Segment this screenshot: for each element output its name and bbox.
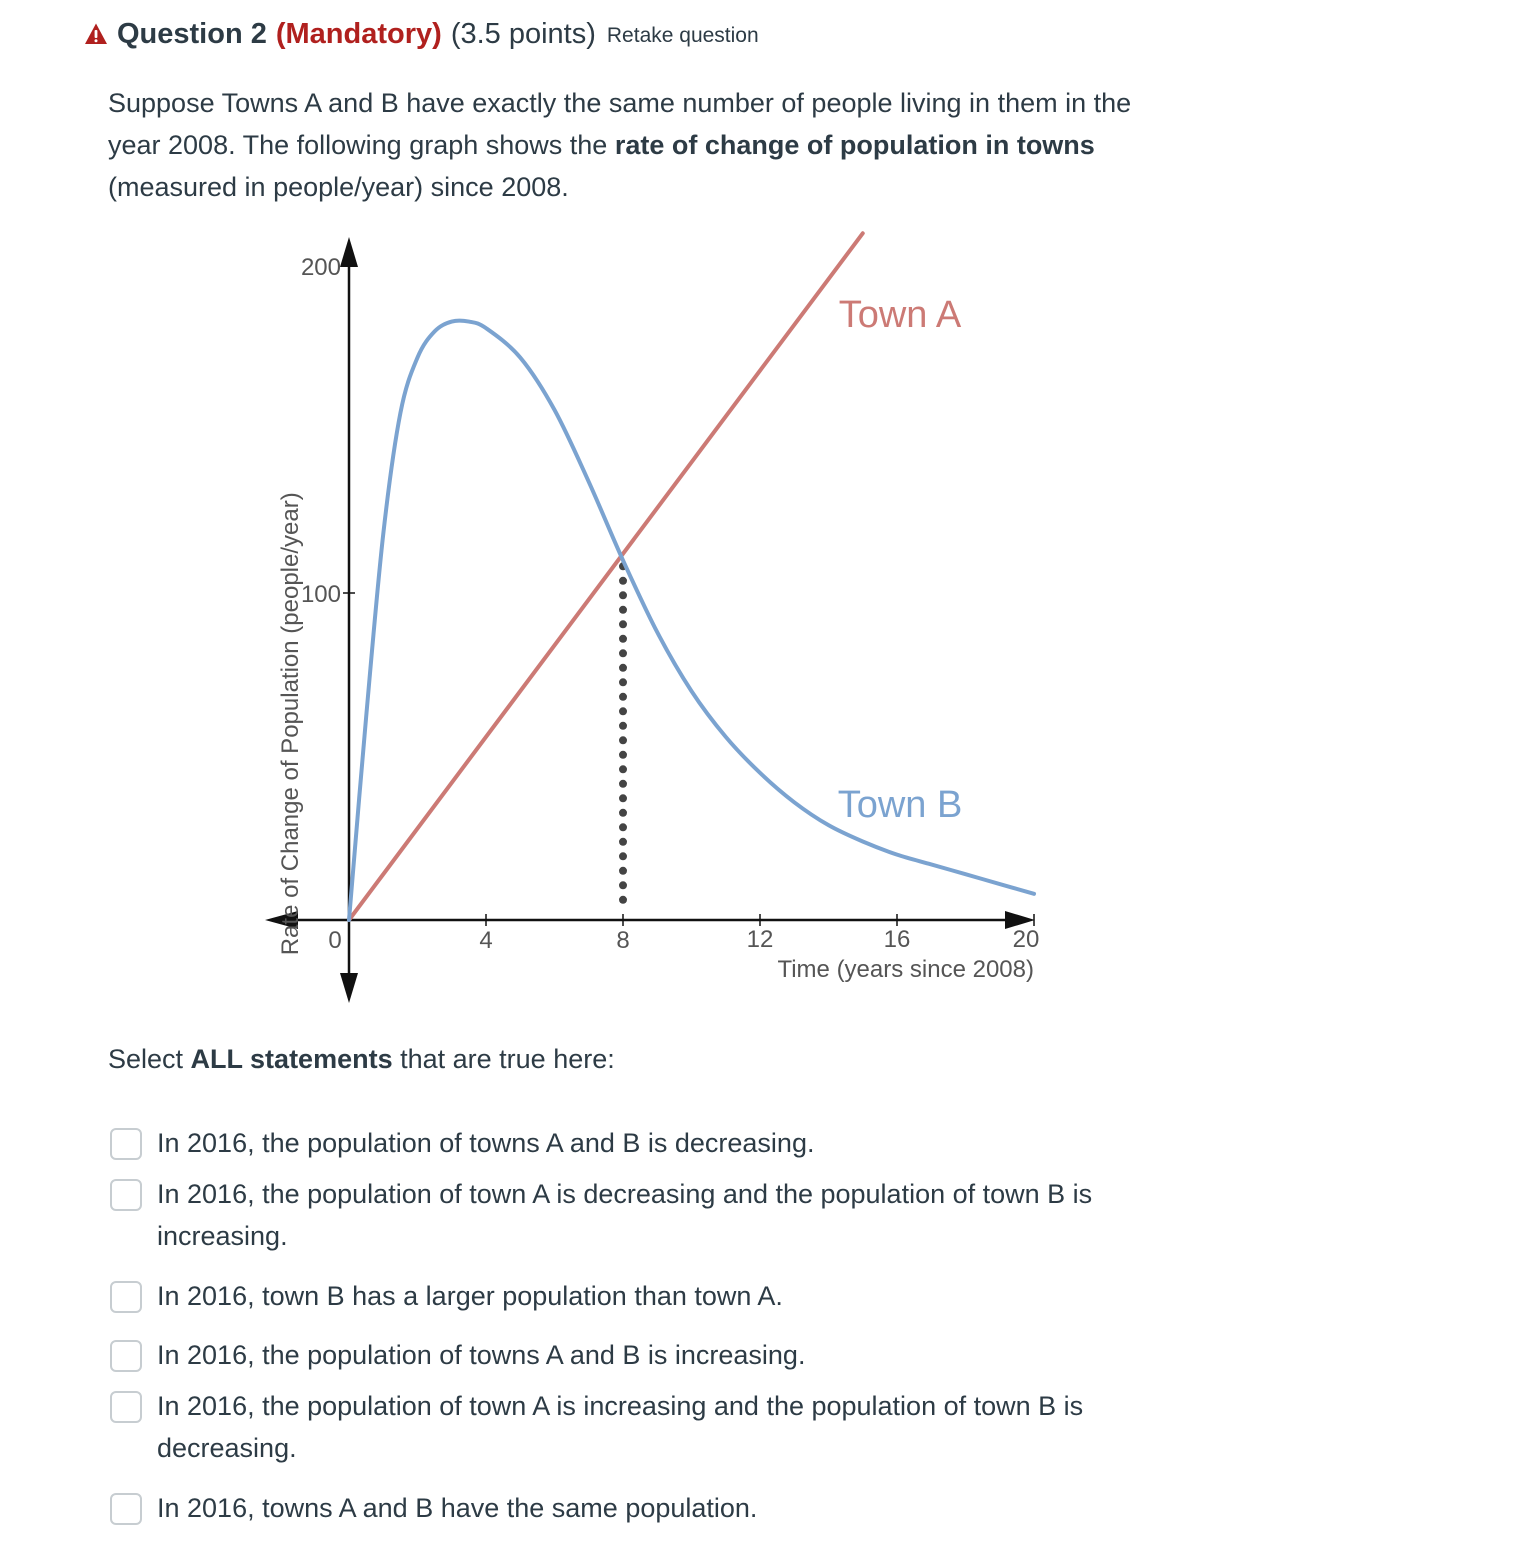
marker-dot xyxy=(619,722,627,730)
x-tick-label-20: 20 xyxy=(1012,926,1040,953)
option-4[interactable] xyxy=(110,1334,1197,1376)
question-text xyxy=(108,82,1188,208)
option-2-checkbox[interactable] xyxy=(110,1179,142,1211)
marker-dot xyxy=(619,606,627,614)
y-axis-top-arrow xyxy=(340,237,358,267)
option-5-label: In 2016, the population of town A is increasing and the population of town B is decreasing. xyxy=(157,1391,1084,1463)
marker-dot xyxy=(619,867,627,875)
option-6-label: In 2016, towns A and B have the same population. xyxy=(157,1493,758,1523)
option-5[interactable] xyxy=(110,1385,1197,1469)
option-2-label: In 2016, the population of town A is decreasing and the population of town B is increasing. xyxy=(157,1179,1093,1251)
x-axis-title: Time (years since 2008) xyxy=(777,956,1034,983)
option-6[interactable] xyxy=(110,1487,1197,1529)
marker-dot xyxy=(619,620,627,628)
x-tick-label-16: 16 xyxy=(883,926,911,953)
select-prompt xyxy=(108,1044,615,1075)
prompt-part2: that are true here: xyxy=(392,1044,615,1074)
marker-dot xyxy=(619,881,627,889)
option-4-checkbox[interactable] xyxy=(110,1340,142,1372)
series-line-town-a xyxy=(349,233,863,920)
series-label-town-b: Town B xyxy=(837,784,963,826)
series-line-town-b xyxy=(349,321,1034,920)
mandatory-label: (Mandatory) xyxy=(275,17,442,50)
marker-dot xyxy=(619,896,627,904)
option-1-checkbox[interactable] xyxy=(110,1128,142,1160)
marker-dot xyxy=(619,707,627,715)
y-tick-label-200: 200 xyxy=(300,254,341,281)
marker-dot xyxy=(619,635,627,643)
marker-dot xyxy=(619,809,627,817)
option-3[interactable] xyxy=(110,1275,1197,1317)
marker-dot xyxy=(619,678,627,686)
marker-dot xyxy=(619,664,627,672)
question-text-bold: rate of change of population in towns xyxy=(614,130,1095,160)
question-header xyxy=(84,14,759,54)
marker-dot xyxy=(619,838,627,846)
population-rate-chart xyxy=(230,225,1050,1015)
question-text-part2: (measured in people/year) since 2008. xyxy=(108,172,569,202)
marker-dot xyxy=(619,736,627,744)
marker-dot xyxy=(619,794,627,802)
marker-dot xyxy=(619,577,627,585)
question-title: Question 2 xyxy=(117,17,267,50)
marker-dot xyxy=(619,852,627,860)
question-text-part1: Suppose Towns A and B have exactly the same number of people living in them in the year 2008. The following graph shows the xyxy=(108,88,1132,160)
option-3-checkbox[interactable] xyxy=(110,1281,142,1313)
prompt-part1: Select xyxy=(108,1044,191,1074)
x-tick-label-12: 12 xyxy=(746,926,774,953)
retake-question-link[interactable]: Retake question xyxy=(606,24,759,47)
prompt-bold: ALL statements xyxy=(190,1044,393,1074)
marker-dot xyxy=(619,823,627,831)
option-1-label: In 2016, the population of towns A and B is decreasing. xyxy=(157,1128,815,1158)
option-1[interactable] xyxy=(110,1122,1197,1164)
y-axis-bottom-arrow xyxy=(340,973,358,1003)
series-label-town-a: Town A xyxy=(838,294,962,336)
marker-dot xyxy=(619,765,627,773)
x-tick-label-0: 0 xyxy=(328,927,342,954)
marker-dot xyxy=(619,591,627,599)
marker-dot xyxy=(619,780,627,788)
y-axis-title: Rate of Change of Population (people/year) xyxy=(277,492,304,956)
marker-dot xyxy=(619,751,627,759)
option-2[interactable] xyxy=(110,1173,1197,1257)
option-5-checkbox[interactable] xyxy=(110,1391,142,1423)
x-tick-label-8: 8 xyxy=(616,927,630,954)
points-label: (3.5 points) xyxy=(450,17,596,50)
y-tick-label-100: 100 xyxy=(300,581,341,608)
marker-dot xyxy=(619,649,627,657)
option-4-label: In 2016, the population of towns A and B is increasing. xyxy=(157,1340,806,1370)
option-6-checkbox[interactable] xyxy=(110,1493,142,1525)
x-tick-label-4: 4 xyxy=(479,927,493,954)
marker-dot xyxy=(619,693,627,701)
option-3-label: In 2016, town B has a larger population than town A. xyxy=(157,1281,783,1311)
warning-triangle-icon xyxy=(84,22,108,46)
